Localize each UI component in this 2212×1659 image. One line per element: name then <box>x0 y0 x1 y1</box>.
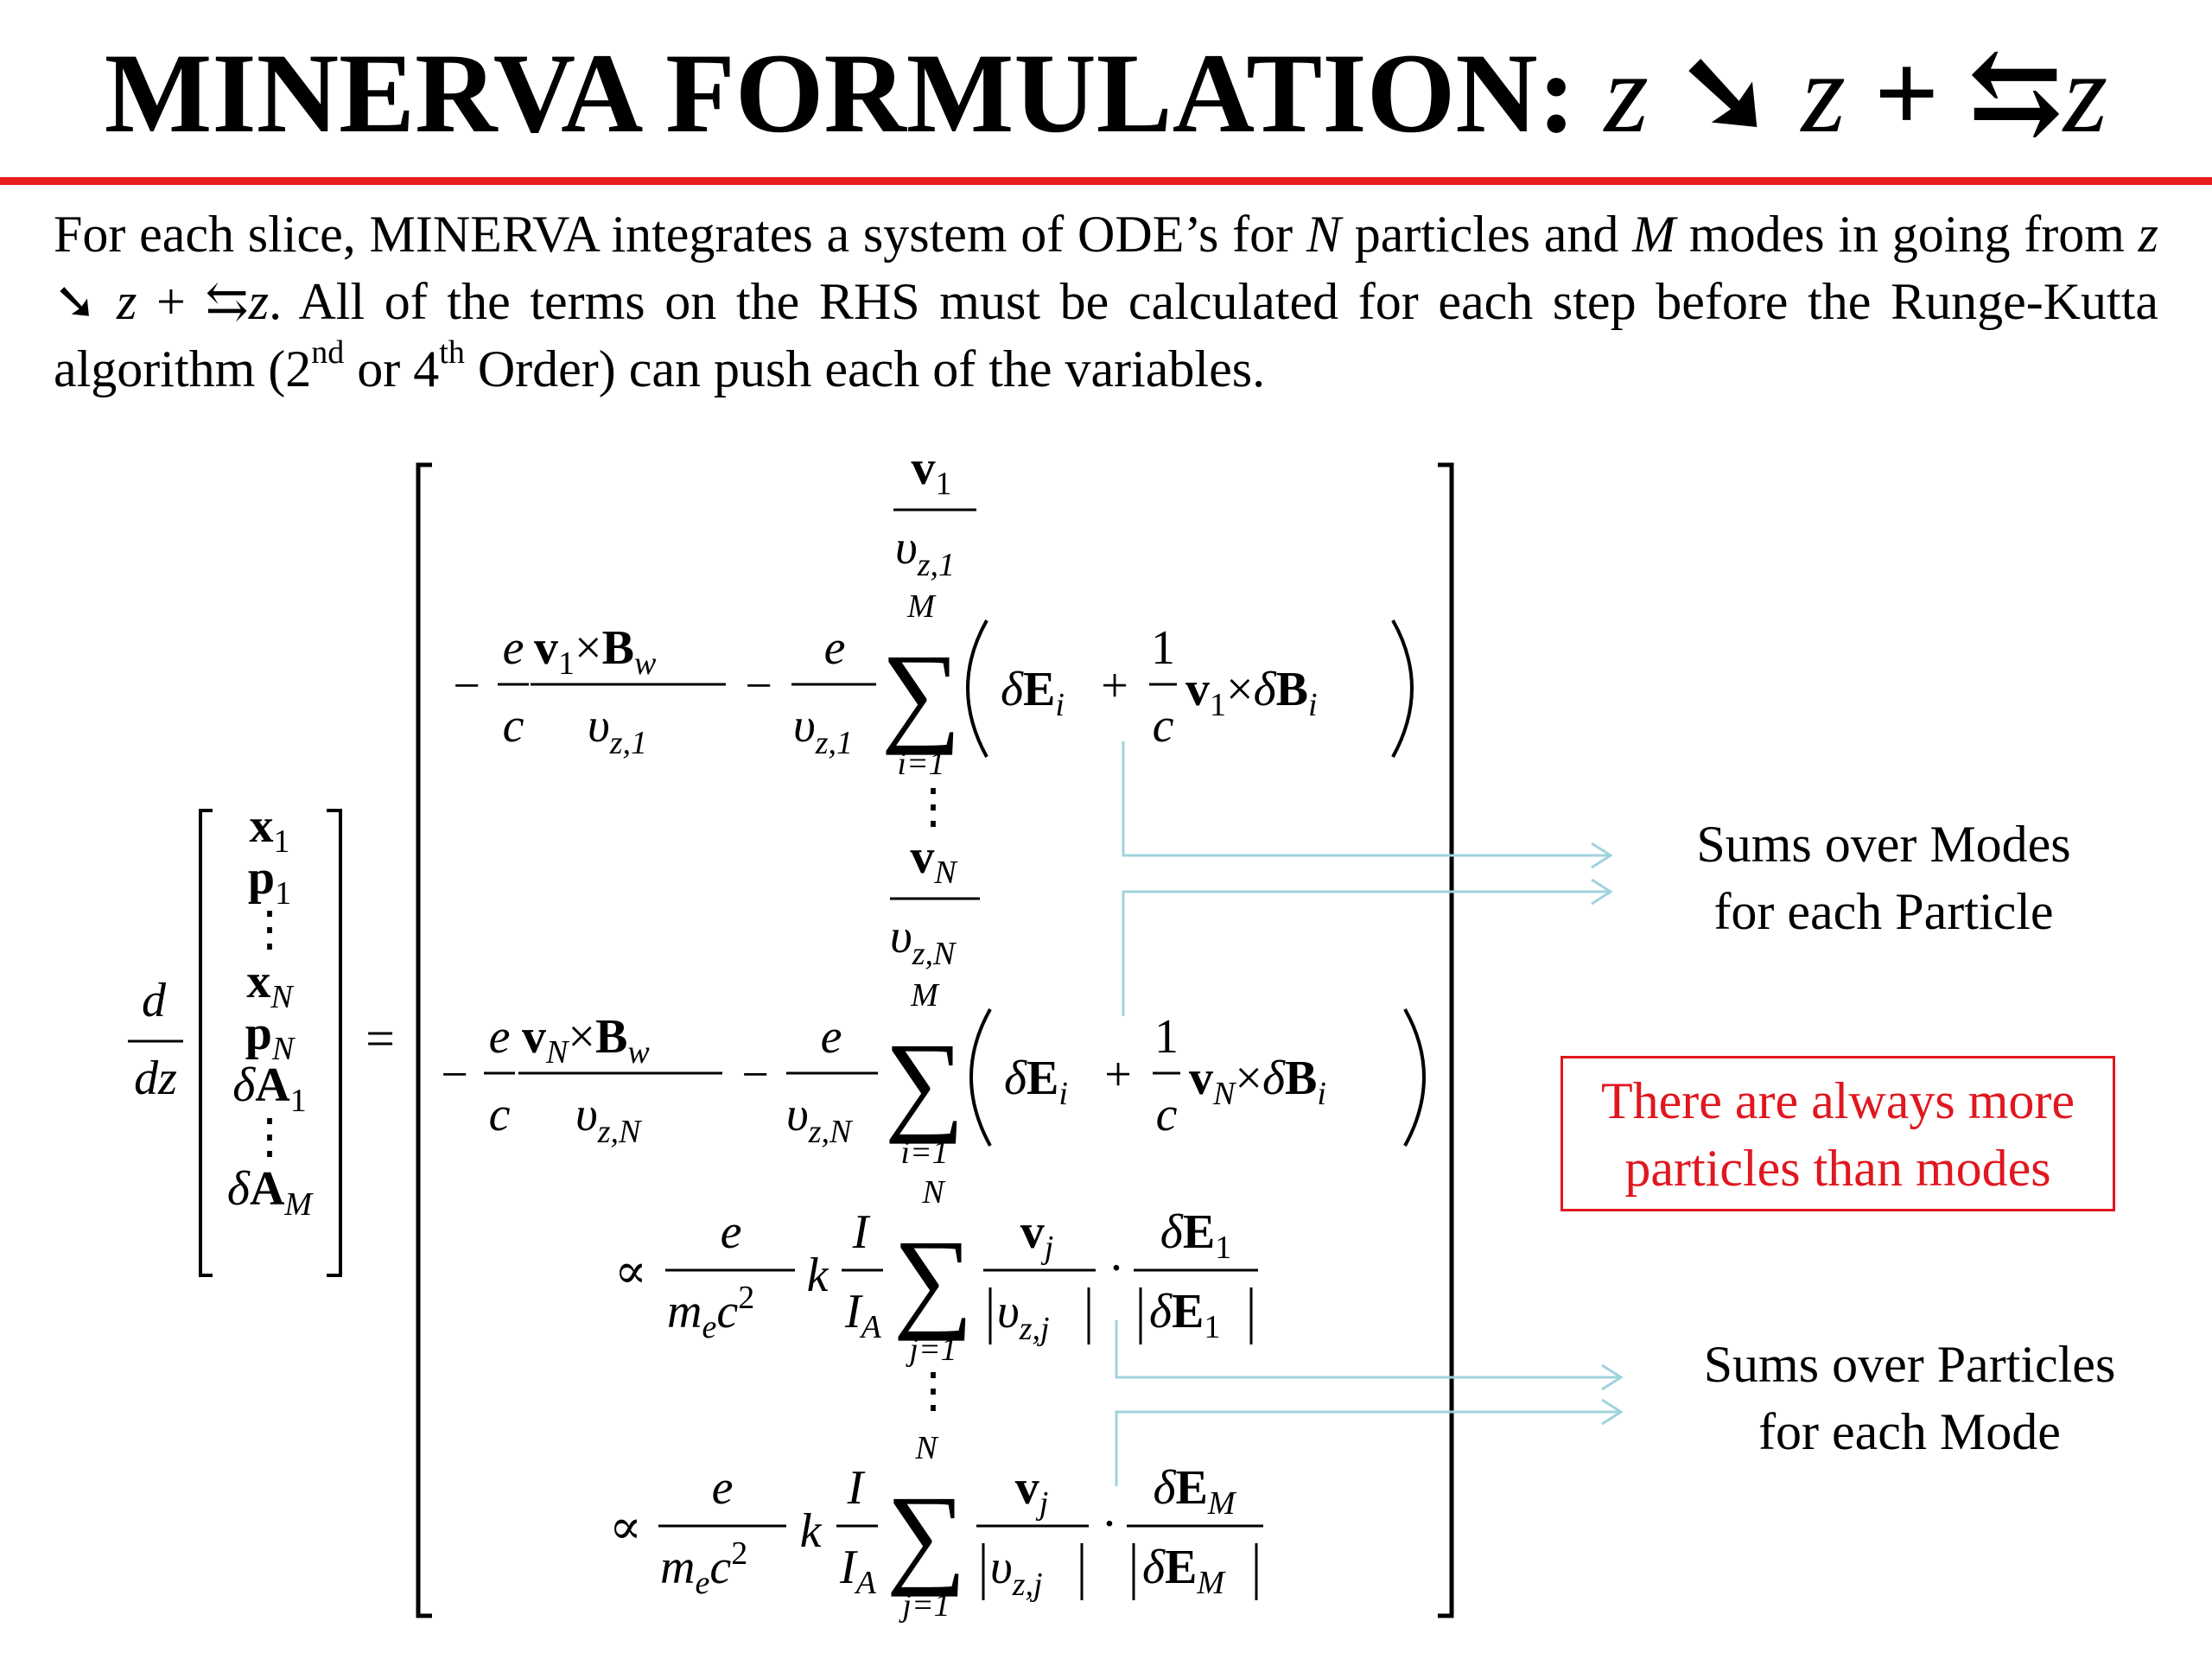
sub-zn: z,N <box>912 936 956 972</box>
sub-zj: z,j <box>1012 1567 1043 1603</box>
dem-numerator <box>1153 1461 1236 1522</box>
lhs-state-vector <box>227 799 314 1223</box>
note-particles-line1: Sums over Particles <box>1703 1336 2116 1393</box>
title-z3: z <box>2063 29 2108 156</box>
lhs-vdots: ⋮ <box>245 903 294 957</box>
row-xn-denominator <box>890 910 957 972</box>
op-times: × <box>575 621 602 675</box>
var-c: c <box>1152 699 1174 753</box>
sub-1: 1 <box>935 466 952 502</box>
vzn-denominator <box>575 1088 643 1150</box>
sub-w: w <box>633 645 657 682</box>
connector-lines <box>1116 741 1621 1486</box>
vn-cross-dB <box>1189 1052 1326 1112</box>
v1-cross-dB <box>1185 663 1318 723</box>
sum-lower-i1: i=1 <box>900 1135 949 1171</box>
title-z1: z <box>1604 29 1649 156</box>
de1-numerator <box>1160 1205 1231 1266</box>
sub-n: N <box>934 855 957 891</box>
para-superscript: th <box>439 334 465 371</box>
op-propto: ∝ <box>614 1245 647 1299</box>
mec2-denominator <box>660 1535 747 1601</box>
var-vz: υ <box>990 1541 1013 1594</box>
para-var-m: M <box>1632 206 1676 263</box>
lhs-vector-entry: $\delta A_1$ <box>232 1058 307 1119</box>
vn-cross-bw <box>522 1010 650 1071</box>
row-xn-numerator <box>910 830 958 891</box>
var-I: I <box>852 1205 869 1259</box>
sub-1: 1 <box>558 645 575 682</box>
op-plus: + <box>1104 1048 1132 1102</box>
lhs-vector-entry: $x_N$ <box>246 955 293 1015</box>
var-c: c <box>1155 1088 1178 1141</box>
para-text: For each slice, MINERVA integrates a system of ODE’s for <box>54 206 1306 263</box>
var-delta: δ <box>1253 663 1276 716</box>
var-E: E <box>1182 1205 1216 1259</box>
paren-right <box>1405 1009 1424 1146</box>
connector-modes-2 <box>1123 892 1609 1016</box>
vj-numerator <box>1020 1205 1054 1266</box>
var-B: B <box>594 1010 628 1064</box>
delta-e-term <box>1001 663 1065 723</box>
var-v: v <box>910 830 935 884</box>
sub-A: A <box>861 1309 881 1345</box>
para-text: particles and <box>1340 206 1633 263</box>
var-B: B <box>1284 1052 1318 1105</box>
rhs-row-dam <box>609 1430 1263 1624</box>
sub-j: j <box>1039 1485 1049 1522</box>
op-cdot: · <box>1108 1242 1125 1295</box>
sub-zj: z,j <box>1019 1311 1050 1347</box>
lhs-vector-entry: $p_N$ <box>245 1007 295 1067</box>
sub-1: 1 <box>1215 1230 1232 1266</box>
var-B: B <box>601 621 634 675</box>
para-text: Runge-Kutta algorithm (2 <box>54 273 2158 397</box>
sum-upper-n: N <box>922 1174 944 1211</box>
para-var-z: z <box>248 273 270 330</box>
sum-symbol: ∑ <box>886 1473 967 1598</box>
note-modes-line2: for each Particle <box>1713 883 2054 940</box>
var-c: c <box>709 1541 732 1594</box>
title-z2: z <box>1801 29 1846 156</box>
op-times: × <box>1235 1052 1262 1105</box>
var-v: v <box>534 621 558 675</box>
rhs-row-da1 <box>614 1174 1258 1368</box>
rhs-row-x1 <box>893 442 976 583</box>
sub-e: e <box>695 1565 710 1601</box>
var-e: e <box>820 1010 842 1064</box>
sum-symbol: ∑ <box>880 632 962 756</box>
para-text: modes in going <box>1675 206 2011 263</box>
var-k: k <box>806 1249 829 1302</box>
sum-lower-j1: j=1 <box>909 1332 957 1368</box>
op-times: × <box>1226 663 1254 716</box>
lhs-bracket-left <box>200 810 213 1275</box>
sub-w: w <box>627 1034 650 1071</box>
note-sums-over-modes <box>1642 810 2126 945</box>
lhs-vdots: ⋮ <box>245 1110 294 1164</box>
vdots: ⋮ <box>909 1364 957 1418</box>
lhs-vector-entry: $x_1$ <box>249 799 290 860</box>
paren-left <box>971 1009 990 1146</box>
const-one: 1 <box>1154 1010 1179 1064</box>
sum-lower-i1: i=1 <box>897 746 945 782</box>
para-text: from <box>2024 206 2139 263</box>
para-swap-arrow-icon: ⇆ <box>205 273 249 330</box>
note-particles-line2: for each Mode <box>1758 1403 2061 1460</box>
var-v: v <box>1020 1205 1045 1259</box>
rhs-row-pn <box>441 977 1424 1171</box>
var-v: v <box>1014 1461 1039 1515</box>
connector-modes-1 <box>1123 741 1609 855</box>
sub-e: e <box>702 1309 717 1345</box>
var-E: E <box>1023 663 1056 716</box>
v1-cross-bw <box>534 621 657 682</box>
sum-lower-j1: j=1 <box>902 1587 950 1624</box>
var-v: v <box>1185 663 1210 716</box>
sub-1: 1 <box>1204 1309 1221 1345</box>
sub-m: M <box>1197 1565 1225 1601</box>
op-cdot: · <box>1101 1497 1118 1551</box>
vzj-denominator <box>997 1285 1050 1347</box>
var-vz: υ <box>575 1088 598 1141</box>
sub-i: i <box>1317 1076 1326 1112</box>
var-m: m <box>667 1285 702 1338</box>
var-e: e <box>823 621 846 675</box>
op-minus: − <box>741 1048 769 1102</box>
op-minus: − <box>453 659 480 713</box>
sub-z1: z,1 <box>609 725 647 761</box>
row-x1-numerator <box>912 442 952 502</box>
vj-numerator <box>1015 1461 1049 1522</box>
sub-i: i <box>1307 687 1318 723</box>
note-particles-vs-modes <box>1560 1056 2115 1211</box>
sum-upper-n: N <box>915 1430 938 1466</box>
sum-symbol: ∑ <box>893 1217 974 1342</box>
sub-i: i <box>1058 1076 1068 1112</box>
var-I: I <box>845 1285 861 1338</box>
para-text: . All of the terms on the RHS must be calculated for each step before the <box>269 273 1872 330</box>
title-swap-arrow-icon: ⇆ <box>1967 29 2063 156</box>
delta-e-term <box>1004 1052 1068 1112</box>
sup-2: 2 <box>731 1535 748 1572</box>
var-v: v <box>522 1010 546 1064</box>
var-E: E <box>1027 1052 1059 1105</box>
para-var-n: N <box>1306 206 1341 263</box>
rhs-bracket-right <box>1438 465 1452 1616</box>
var-e: e <box>502 621 524 675</box>
sub-n: N <box>546 1034 569 1071</box>
title-text: MINERVA FORMULATION: <box>104 29 1576 156</box>
sub-zn: z,N <box>808 1114 852 1150</box>
var-E: E <box>1165 1541 1198 1594</box>
var-vz: υ <box>890 910 912 963</box>
var-vz: υ <box>997 1285 1020 1338</box>
para-plus: + <box>137 273 206 330</box>
vdots: ⋮ <box>909 780 957 834</box>
lhs-vector-entry: $\delta A_M$ <box>226 1162 313 1223</box>
var-e: e <box>711 1461 734 1515</box>
var-c: c <box>502 699 524 753</box>
var-delta: δ <box>1001 663 1024 716</box>
var-vz: υ <box>588 699 610 753</box>
var-B: B <box>1275 663 1308 716</box>
var-v: v <box>1189 1052 1213 1105</box>
var-k: k <box>799 1504 822 1558</box>
sub-m: M <box>1207 1485 1236 1522</box>
equals-sign: = <box>365 1010 395 1067</box>
title-plus: + <box>1874 29 1940 156</box>
vzj-denominator <box>990 1541 1043 1603</box>
op-plus: + <box>1101 659 1128 713</box>
op-times: × <box>568 1010 595 1064</box>
op-propto: ∝ <box>609 1501 642 1554</box>
para-superscript: nd <box>311 334 345 371</box>
de1-denominator <box>1149 1285 1220 1345</box>
vz1-denominator <box>793 699 853 761</box>
para-var-z: z <box>116 273 137 330</box>
rhs-row-p1 <box>453 588 1412 782</box>
note-modes-line1: Sums over Modes <box>1696 816 2071 873</box>
sub-z1: z,1 <box>917 547 955 583</box>
dem-denominator <box>1142 1541 1226 1601</box>
sub-A: A <box>855 1565 876 1601</box>
var-delta: δ <box>1142 1541 1166 1594</box>
vzn-denominator <box>786 1088 854 1150</box>
var-I: I <box>847 1461 864 1515</box>
para-text: Order) can push each of the variables. <box>464 340 1266 397</box>
sum-symbol: ∑ <box>884 1020 965 1145</box>
var-delta: δ <box>1153 1461 1176 1515</box>
var-c: c <box>716 1285 739 1338</box>
rhs-row-xn <box>890 830 980 972</box>
var-delta: δ <box>1149 1285 1173 1338</box>
sum-upper-m: M <box>911 977 938 1014</box>
note-sums-over-particles <box>1642 1331 2177 1465</box>
var-delta: δ <box>1004 1052 1027 1105</box>
var-c: c <box>488 1088 511 1141</box>
ia-denominator <box>839 1541 877 1601</box>
sub-1: 1 <box>1210 687 1226 723</box>
ia-denominator <box>844 1285 882 1345</box>
var-e: e <box>488 1010 511 1064</box>
para-text: or 4 <box>344 340 440 397</box>
note-red-line2: particles than modes <box>1624 1140 2051 1197</box>
para-var-z: z <box>2138 206 2159 263</box>
derivative-dz: dz <box>134 1052 177 1105</box>
derivative-d: d <box>142 974 166 1027</box>
op-minus: − <box>745 659 772 713</box>
sub-n: N <box>1213 1076 1236 1112</box>
paren-right <box>1393 620 1412 757</box>
paren-left <box>968 620 987 757</box>
vz1-denominator <box>588 699 647 761</box>
var-e: e <box>720 1205 742 1259</box>
row-x1-denominator <box>895 521 955 583</box>
note-red-line1: There are always more <box>1600 1072 2075 1129</box>
var-delta: δ <box>1262 1052 1285 1105</box>
var-delta: δ <box>1160 1205 1183 1259</box>
sub-j: j <box>1044 1230 1054 1266</box>
var-E: E <box>1175 1461 1208 1515</box>
title-down-right-arrow-icon: ➘ <box>1677 29 1773 156</box>
rhs-bracket-left <box>418 465 432 1616</box>
para-down-right-arrow-icon: ➘ <box>54 273 117 330</box>
lhs-vector-entry: $p_1$ <box>247 851 292 912</box>
var-vz: υ <box>793 699 816 753</box>
sub-zn: z,N <box>597 1114 641 1150</box>
var-vz: υ <box>895 521 918 575</box>
sub-i: i <box>1055 687 1065 723</box>
sum-upper-m: M <box>907 588 935 625</box>
lhs-bracket-right <box>327 810 340 1275</box>
var-vz: υ <box>786 1088 809 1141</box>
var-v: v <box>911 442 936 495</box>
mec2-denominator <box>667 1280 754 1345</box>
op-minus: − <box>441 1048 468 1102</box>
sup-2: 2 <box>738 1280 755 1316</box>
const-one: 1 <box>1151 621 1175 675</box>
sub-z1: z,1 <box>815 725 853 761</box>
var-I: I <box>840 1541 856 1594</box>
var-E: E <box>1172 1285 1205 1338</box>
var-m: m <box>660 1541 696 1594</box>
lhs-derivative <box>128 974 183 1105</box>
